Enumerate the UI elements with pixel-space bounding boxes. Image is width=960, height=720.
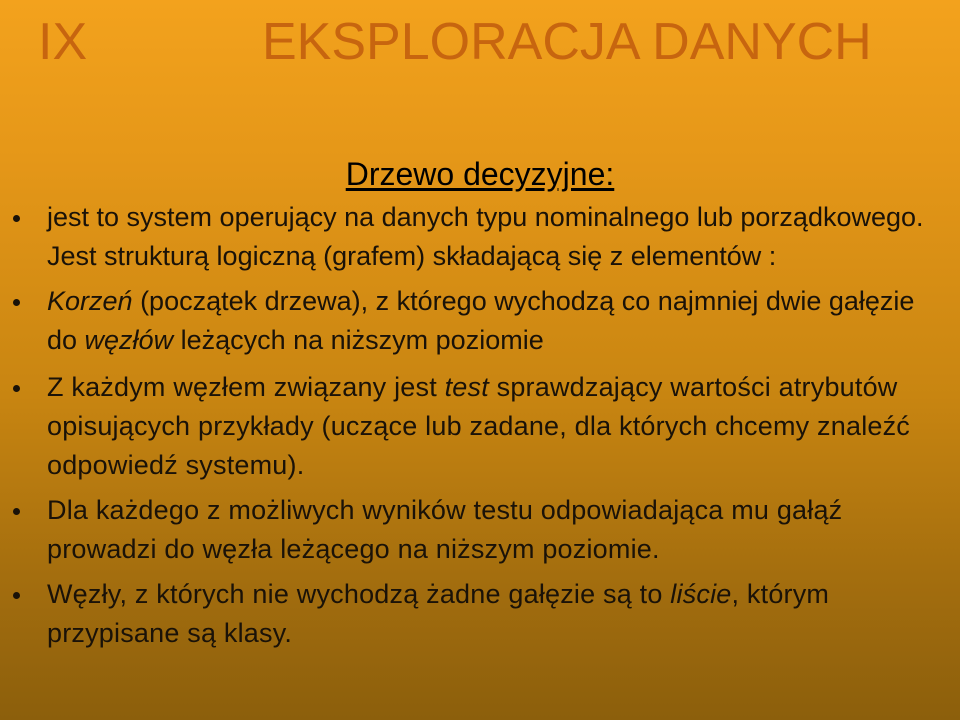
bullet-node-test: [10, 368, 940, 485]
bullet-text: Z każdym węzłem związany jest: [47, 372, 445, 402]
bullet-text: Dla każdego z możliwych wyników testu odpowiadająca mu gałąź prowadzi do węzła leżącego na niższym poziomie.: [47, 495, 843, 564]
bullet-leaves: [10, 575, 940, 653]
bullet-text: (początek drzewa), z którego wychodzą co najmniej dwie gałęzie do: [47, 286, 915, 355]
bullet-branches: [10, 491, 940, 569]
chapter-number: IX: [38, 13, 88, 71]
term-korzen: Korzeń: [47, 286, 133, 316]
slide-title-text: Drzewo decyzyjne:: [345, 156, 615, 192]
slide-title: [0, 154, 960, 194]
bullet-text: jest to system operujący na danych typu nominalnego lub porządkowego. Jest strukturą logiczną (grafem) składającą się z elementów :: [47, 202, 924, 271]
bullet-root: [10, 282, 940, 360]
bullet-list: [10, 198, 940, 653]
bullet-text: sprawdzający wartości atrybutów opisujących przykłady (uczące lub zadane, dla których chcemy znaleźć odpowiedź systemu).: [47, 372, 911, 480]
term-test: test: [444, 372, 489, 402]
bullet-definition: [10, 198, 940, 276]
chapter-title: EKSPLORACJA DANYCH: [262, 13, 872, 71]
slide-header: [0, 0, 960, 82]
term-wezlow: węzłów: [84, 325, 174, 355]
bullet-text: , którym przypisane są klasy.: [47, 579, 830, 648]
bullet-text: leżących na niższym poziomie: [173, 325, 544, 355]
term-liscie: liście: [670, 579, 732, 609]
bullet-text: Węzły, z których nie wychodzą żadne gałęzie są to: [47, 579, 671, 609]
